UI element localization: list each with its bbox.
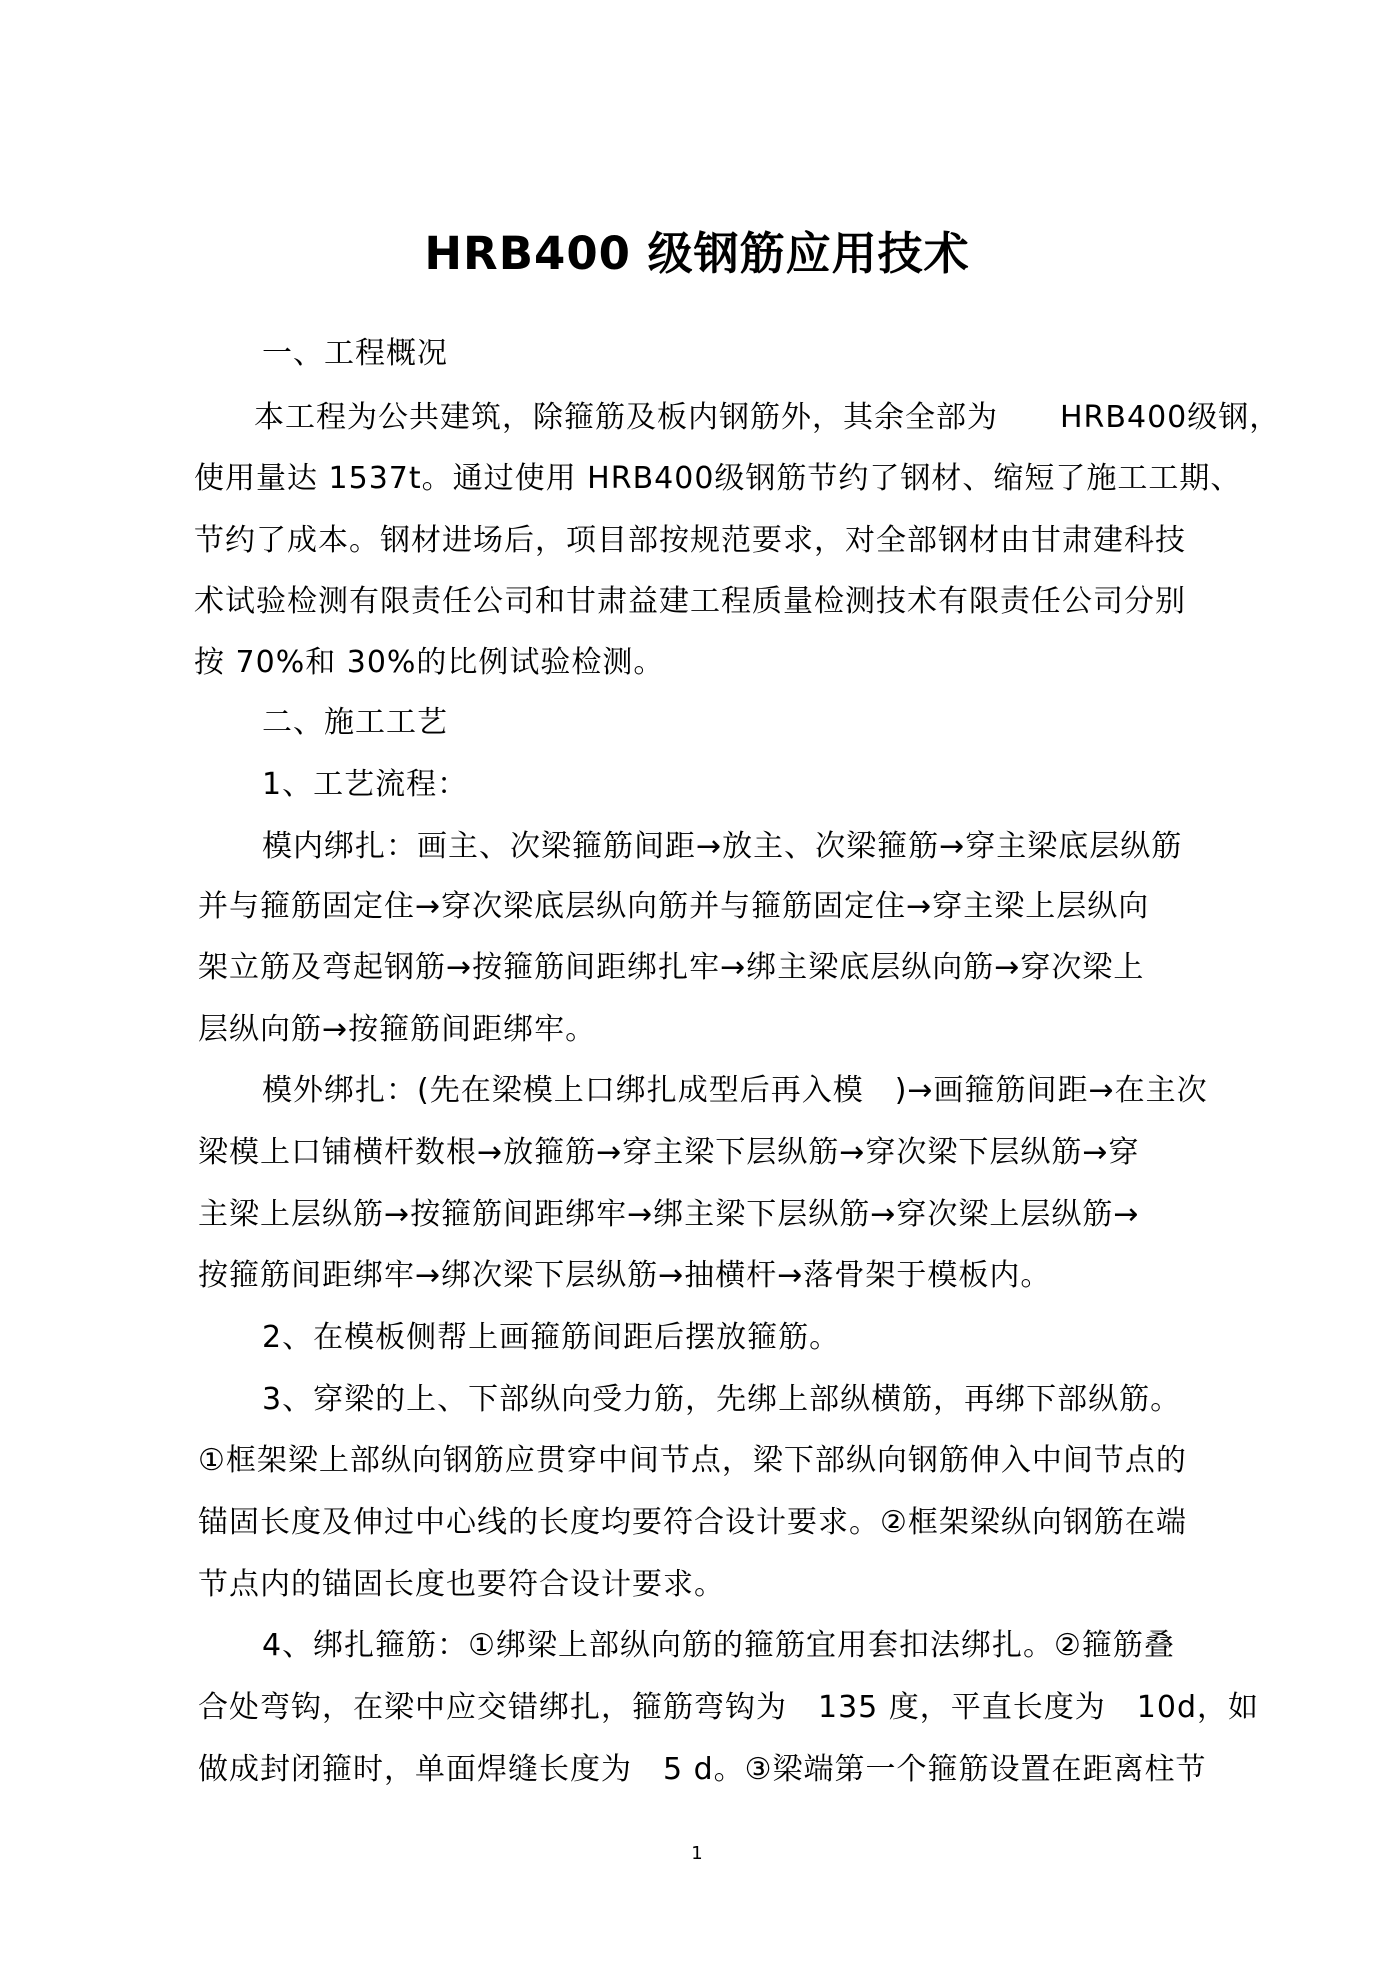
paragraph-line: 按箍筋间距绑牢→绑次梁下层纵筋→抽横杆→落骨架于模板内。: [198, 1258, 1052, 1293]
paragraph-line: 2、在模板侧帮上画箍筋间距后摆放箍筋。: [262, 1320, 841, 1355]
paragraph-line: 梁模上口铺横杆数根→放箍筋→穿主梁下层纵筋→穿次梁下层纵筋→穿: [198, 1135, 1140, 1170]
paragraph-line: 架立筋及弯起钢筋→按箍筋间距绑扎牢→绑主梁底层纵向筋→穿次梁上: [198, 950, 1145, 985]
paragraph-line: 模内绑扎：画主、次梁箍筋间距→放主、次梁箍筋→穿主梁底层纵筋: [262, 829, 1183, 864]
paragraph-line: 层纵向筋→按箍筋间距绑牢。: [198, 1012, 597, 1047]
paragraph-line: 4、绑扎箍筋：①绑梁上部纵向筋的箍筋宜用套扣法绑扎。②箍筋叠: [262, 1628, 1175, 1663]
paragraph-line: 术试验检测有限责任公司和甘肃益建工程质量检测技术有限责任公司分别: [194, 584, 1186, 619]
paragraph-line: ①框架梁上部纵向钢筋应贯穿中间节点，梁下部纵向钢筋伸入中间节点的: [198, 1443, 1187, 1478]
paragraph-line: 做成封闭箍时，单面焊缝长度为 5 d。③梁端第一个箍筋设置在距离柱节: [198, 1752, 1207, 1787]
paragraph-line: 锚固长度及伸过中心线的长度均要符合设计要求。②框架梁纵向钢筋在端: [198, 1505, 1187, 1540]
paragraph-line: 主梁上层纵筋→按箍筋间距绑牢→绑主梁下层纵筋→穿次梁上层纵筋→: [198, 1197, 1140, 1232]
document-title: HRB400 级钢筋应用技术: [424, 227, 970, 280]
paragraph-line: 本工程为公共建筑，除箍筋及板内钢筋外，其余全部为 HRB400级钢，: [254, 400, 1281, 435]
subheading: 1、工艺流程：: [262, 767, 469, 802]
paragraph-line: 按 70%和 30%的比例试验检测。: [194, 645, 665, 680]
paragraph-line: 并与箍筋固定住→穿次梁底层纵向筋并与箍筋固定住→穿主梁上层纵向: [198, 889, 1150, 924]
paragraph-line: 合处弯钩，在梁中应交错绑扎，箍筋弯钩为 135 度，平直长度为 10d，如: [198, 1690, 1260, 1725]
paragraph-line: 节点内的锚固长度也要符合设计要求。: [198, 1567, 725, 1602]
paragraph-line: 3、穿梁的上、下部纵向受力筋，先绑上部纵横筋，再绑下部纵筋。: [262, 1382, 1182, 1417]
section-heading-2: 二、施工工艺: [262, 705, 448, 740]
paragraph-line: 模外绑扎：(先在梁模上口绑扎成型后再入模 )→画箍筋间距→在主次: [262, 1073, 1208, 1108]
paragraph-line: 节约了成本。钢材进场后，项目部按规范要求，对全部钢材由甘肃建科技: [194, 523, 1186, 558]
page-number: 1: [691, 1843, 703, 1864]
section-heading-1: 一、工程概况: [262, 336, 448, 371]
paragraph-line: 使用量达 1537t。通过使用 HRB400级钢筋节约了钢材、缩短了施工工期、: [194, 461, 1242, 496]
